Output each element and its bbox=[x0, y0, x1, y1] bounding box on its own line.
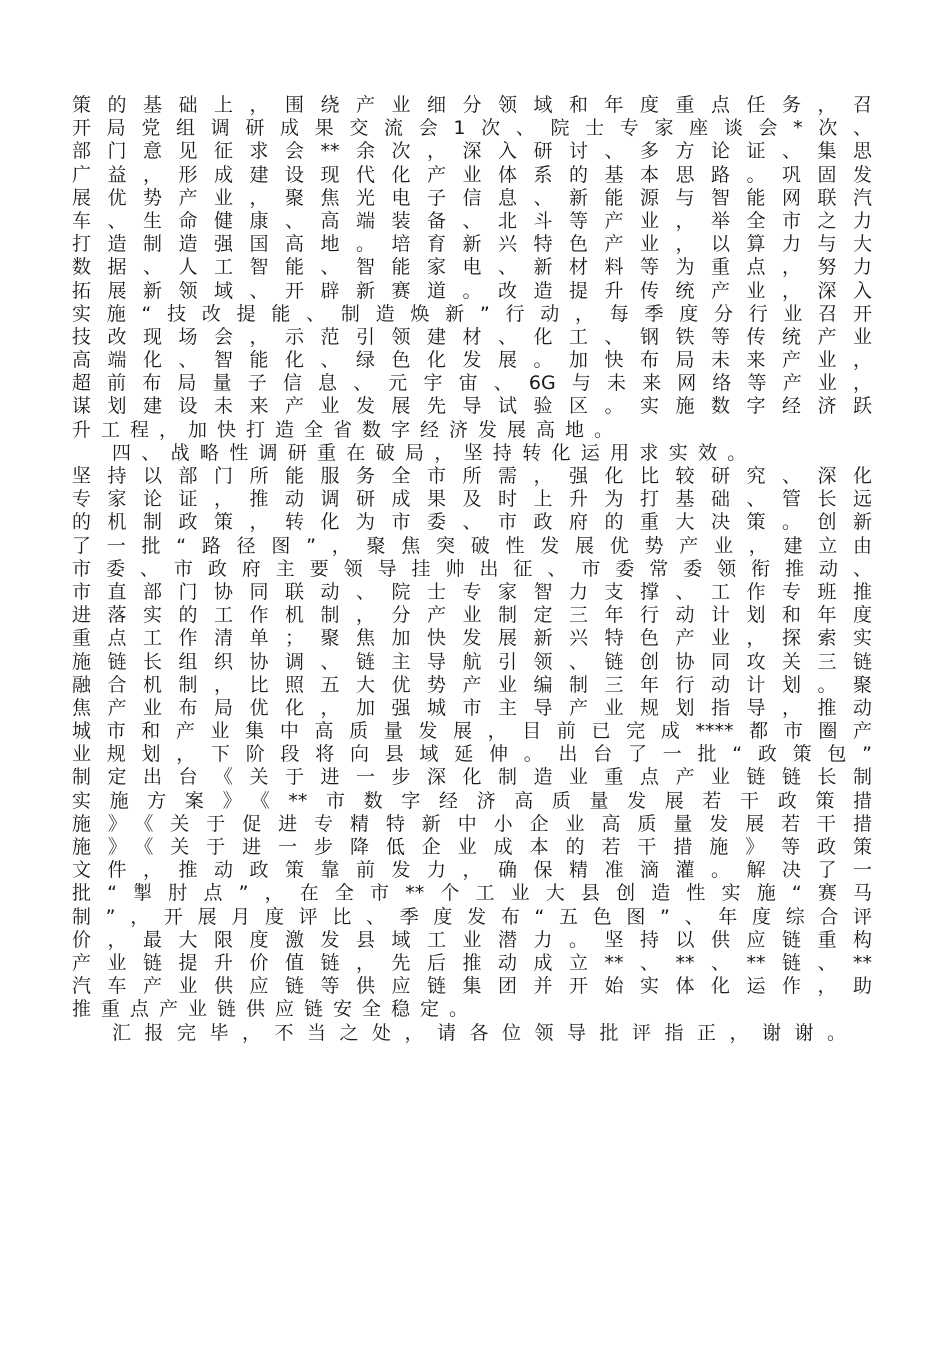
text-line: 推重点产业链供应链安全稳定。 bbox=[72, 998, 479, 1021]
text-line: 批“掣肘点”，在全市**个工业大县创造性实施“赛马 bbox=[72, 882, 872, 905]
text-line: 实施“技改提能、制造焕新”行动，每季度分行业召开 bbox=[72, 302, 872, 325]
text-line: 进落实的工作机制，分产业制定三年行动计划和年度 bbox=[72, 604, 872, 627]
text-line: 开局党组调研成果交流会1次、院士专家座谈会*次、 bbox=[72, 117, 872, 140]
text-line: 城市和产业集中高质量发展，目前已完成****都市圈产 bbox=[72, 720, 872, 743]
text-line: 升工程，加快打造全省数字经济发展高地。 bbox=[72, 418, 624, 441]
text-line: 打造制造强国高地。培育新兴特色产业，以算力与大 bbox=[72, 233, 872, 256]
text-line: 施》《关于促进专精特新中小企业高质量发展若干措 bbox=[72, 812, 872, 835]
text-line: 融合机制，比照五大优势产业编制三年行动计划。聚 bbox=[72, 673, 872, 696]
text-line: 汇报完毕，不当之处，请各位领导批评指正，谢谢。 bbox=[112, 1021, 860, 1044]
text-line: 部门意见征求会**余次，深入研讨、多方论证、集思 bbox=[72, 140, 872, 163]
text-line: 施》《关于进一步降低企业成本的若干措施》等政策 bbox=[72, 836, 872, 858]
text-line: 策的基础上，围绕产业细分领域和年度重点任务，召 bbox=[72, 94, 872, 116]
body-text bbox=[72, 94, 872, 1045]
text-line: 业规划，下阶段将向县域延伸。出台了一批“政策包” bbox=[72, 743, 872, 766]
text-line: 市委、市政府主要领导挂帅出征、市委常委领衔推动、 bbox=[72, 557, 872, 580]
text-line: 汽车产业供应链等供应链集团并开始实体化运作，助 bbox=[72, 975, 872, 998]
text-line: 制定出台《关于进一步深化制造业重点产业链链长制 bbox=[72, 766, 872, 789]
text-line: 专家论证，推动调研成果及时上升为打基础、管长远 bbox=[72, 488, 872, 511]
text-line: 制”，开展月度评比、季度发布“五色图”、年度综合评 bbox=[72, 905, 872, 928]
text-line: 技改现场会，示范引领建材、化工、钢铁等传统产业 bbox=[72, 325, 872, 348]
text-line: 实施方案》《**市数字经济高质量发展若干政策措 bbox=[72, 789, 872, 812]
text-line: 高端化、智能化、绿色化发展。加快布局未来产业， bbox=[72, 349, 872, 372]
text-line: 坚持以部门所能服务全市所需，强化比较研究、深化 bbox=[72, 465, 872, 487]
text-line: 车、生命健康、高端装备、北斗等产业，举全市之力 bbox=[72, 209, 872, 232]
text-line: 文件，推动政策靠前发力，确保精准滴灌。解决了一 bbox=[72, 859, 872, 882]
text-line: 了一批“路径图”，聚焦突破性发展优势产业，建立由 bbox=[72, 534, 872, 557]
text-line: 价，最大限度激发县域工业潜力。坚持以供应链重构 bbox=[72, 928, 872, 951]
text-line: 广益，形成建设现代化产业体系的基本思路。巩固发 bbox=[72, 163, 872, 186]
text-line: 超前布局量子信息、元宇宙、6G与未来网络等产业， bbox=[72, 372, 872, 395]
text-line: 产业链提升价值链，先后推动成立**、**、**链、** bbox=[72, 951, 872, 974]
text-line: 施链长组织协调、链主导航引领、链创协同攻关三链 bbox=[72, 650, 872, 673]
text-line: 四、战略性调研重在破局，坚持转化运用求实效。 bbox=[112, 441, 757, 464]
text-line: 拓展新领域、开辟新赛道。改造提升传统产业，深入 bbox=[72, 279, 872, 302]
text-line: 数据、人工智能、智能家电、新材料等为重点，努力 bbox=[72, 256, 872, 279]
text-line: 焦产业布局优化，加强城市主导产业规划指导，推动 bbox=[72, 696, 872, 719]
text-line: 的机制政策，转化为市委、市政府的重大决策。创新 bbox=[72, 511, 872, 534]
text-line: 重点工作清单；聚焦加快发展新兴特色产业，探索实 bbox=[72, 627, 872, 650]
text-line: 市直部门协同联动、院士专家智力支撑、工作专班推 bbox=[72, 580, 872, 603]
text-line: 谋划建设未来产业发展先导试验区。实施数字经济跃 bbox=[72, 395, 872, 418]
text-line: 展优势产业，聚焦光电子信息、新能源与智能网联汽 bbox=[72, 186, 872, 209]
